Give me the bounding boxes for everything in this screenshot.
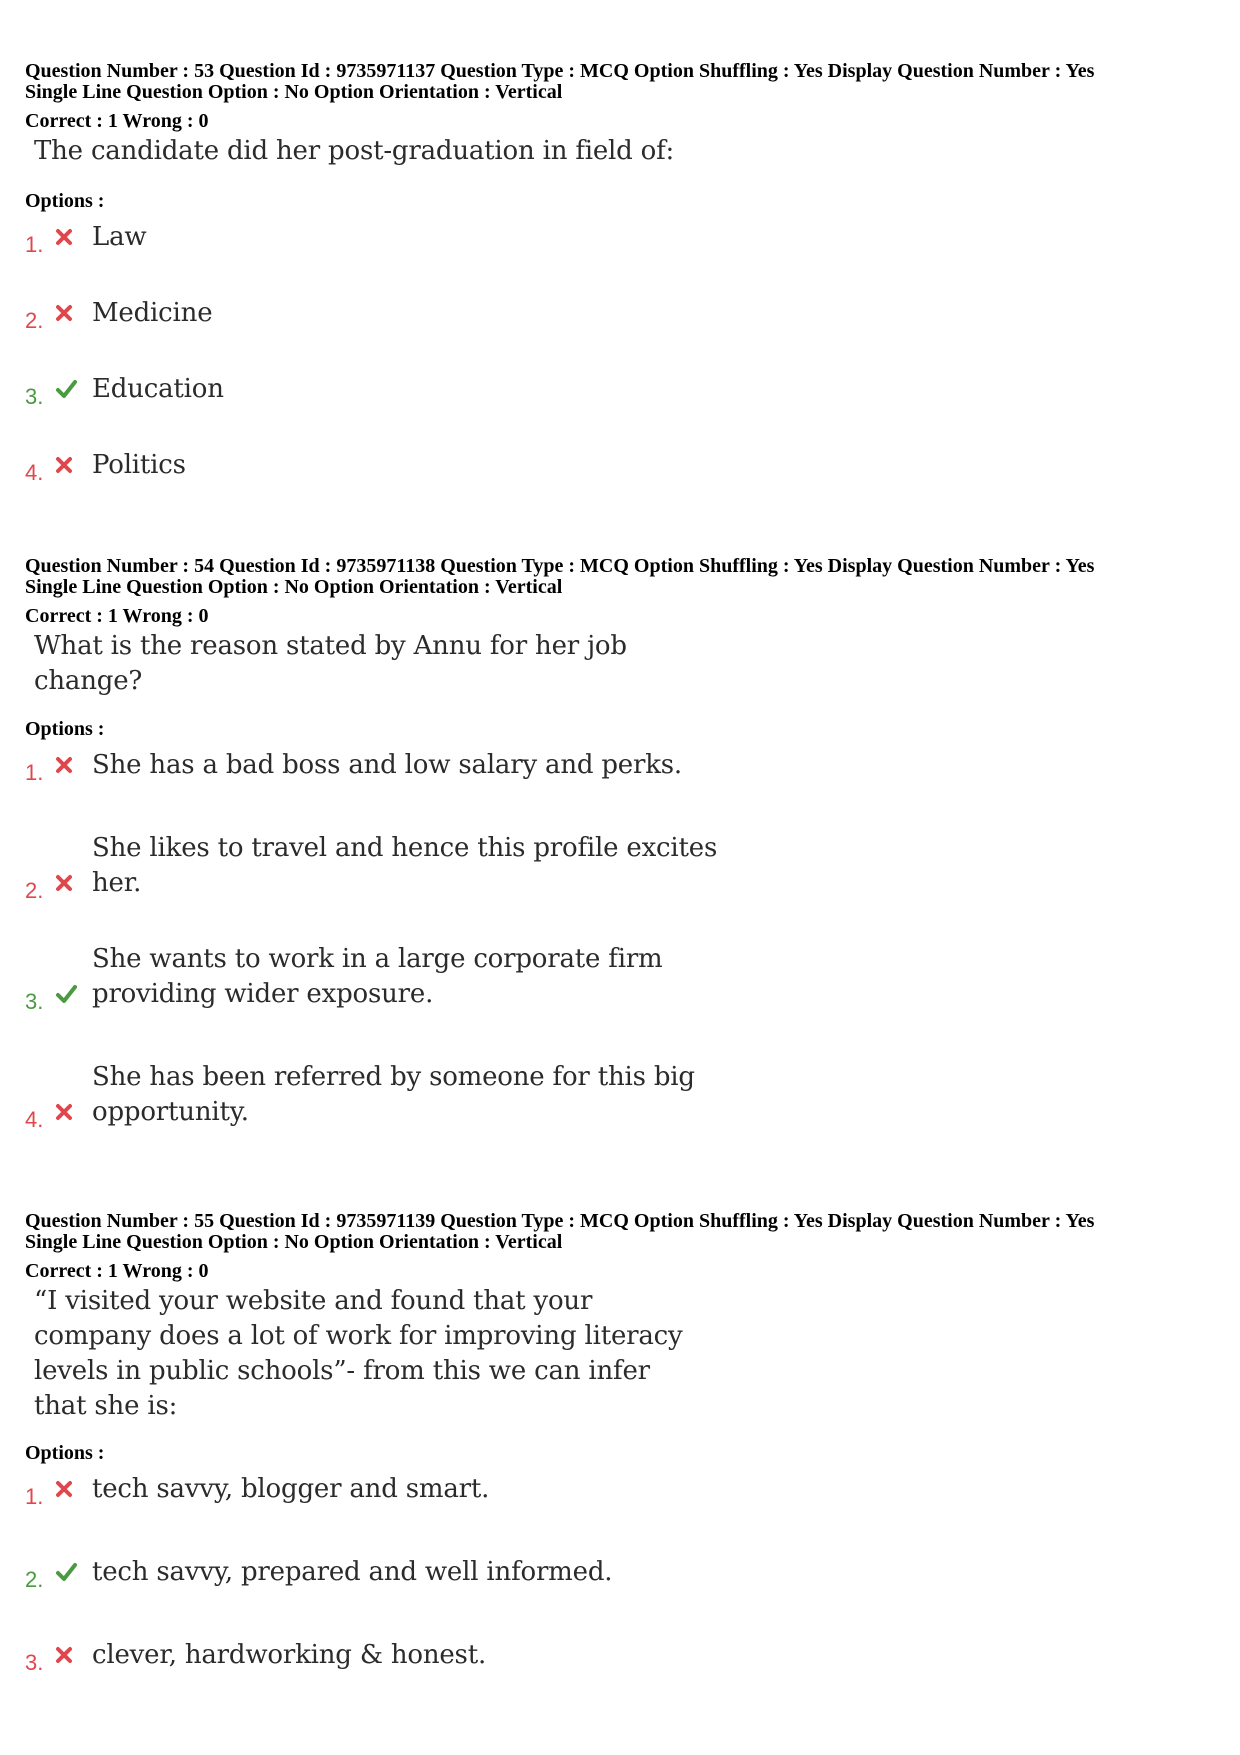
option-text-line: tech savvy, prepared and well informed. — [92, 1557, 613, 1587]
option-number: 2. — [25, 878, 44, 903]
check-icon — [53, 1561, 79, 1583]
option-text-line: Medicine — [92, 298, 213, 328]
question-marks: Correct : 1 Wrong : 0 — [25, 605, 209, 627]
question-text-line: “I visited your website and found that your — [34, 1286, 593, 1316]
check-icon — [53, 983, 79, 1005]
option-text — [92, 220, 146, 255]
option-number: 3. — [25, 989, 44, 1014]
option-number: 4. — [25, 460, 44, 485]
option-text-line: clever, hardworking & honest. — [92, 1640, 487, 1670]
option-text-line: Education — [92, 374, 224, 404]
option-text-line: She has a bad boss and low salary and perks. — [92, 750, 682, 780]
option-3[interactable] — [25, 372, 825, 422]
question-text-line: The candidate did her post-graduation in field of: — [34, 136, 675, 166]
question-meta-line2: Single Line Question Option : No Option Orientation : Vertical — [25, 81, 563, 103]
option-2[interactable] — [25, 296, 825, 346]
option-number: 1. — [25, 232, 44, 257]
option-text-line: tech savvy, blogger and smart. — [92, 1474, 490, 1504]
option-4[interactable] — [25, 448, 825, 498]
question-text-line: that she is: — [34, 1391, 178, 1421]
option-text-line: She wants to work in a large corporate firm — [92, 944, 663, 974]
option-number: 3. — [25, 384, 44, 409]
check-icon — [53, 378, 79, 400]
option-2[interactable] — [25, 831, 825, 911]
option-number: 2. — [25, 308, 44, 333]
option-1[interactable] — [25, 1472, 825, 1522]
option-text — [92, 831, 717, 901]
question-text-line: change? — [34, 666, 143, 696]
question-55 — [25, 1210, 1215, 1690]
option-text — [92, 1638, 486, 1673]
question-text-line: What is the reason stated by Annu for her job — [34, 631, 627, 661]
option-text — [92, 1060, 695, 1130]
option-number: 2. — [25, 1567, 44, 1592]
options-label: Options : — [25, 1442, 105, 1464]
option-3[interactable] — [25, 942, 825, 1022]
options-label: Options : — [25, 718, 105, 740]
option-text — [92, 372, 224, 407]
option-text — [92, 1555, 612, 1590]
question-text — [34, 134, 674, 169]
cross-icon — [53, 1101, 75, 1123]
option-text-line: opportunity. — [92, 1097, 249, 1127]
cross-icon — [53, 1478, 75, 1500]
question-text — [34, 629, 627, 699]
option-number: 3. — [25, 1650, 44, 1675]
options-label: Options : — [25, 190, 105, 212]
option-text — [92, 942, 663, 1012]
option-number: 1. — [25, 1484, 44, 1509]
question-text-line: levels in public schools”- from this we can infer — [34, 1356, 650, 1386]
cross-icon — [53, 302, 75, 324]
question-54 — [25, 555, 1215, 1155]
cross-icon — [53, 454, 75, 476]
option-text — [92, 1472, 489, 1507]
option-text — [92, 448, 186, 483]
option-text — [92, 296, 212, 331]
cross-icon — [53, 872, 75, 894]
question-meta-line2: Single Line Question Option : No Option Orientation : Vertical — [25, 576, 563, 598]
question-meta-line1: Question Number : 54 Question Id : 9735971138 Question Type : MCQ Option Shuffling : Yes Display Question Number : Yes — [25, 555, 1095, 577]
option-number: 4. — [25, 1107, 44, 1132]
cross-icon — [53, 754, 75, 776]
cross-icon — [53, 1644, 75, 1666]
option-text-line: She likes to travel and hence this profile excites — [92, 833, 718, 863]
option-2[interactable] — [25, 1555, 825, 1605]
option-text — [92, 748, 682, 783]
question-text — [34, 1284, 683, 1424]
option-3[interactable] — [25, 1638, 825, 1688]
option-text-line: Law — [92, 222, 147, 252]
option-text-line: She has been referred by someone for this big — [92, 1062, 695, 1092]
cross-icon — [53, 226, 75, 248]
option-1[interactable] — [25, 748, 825, 798]
question-53 — [25, 60, 1215, 500]
question-meta-line1: Question Number : 55 Question Id : 9735971139 Question Type : MCQ Option Shuffling : Yes Display Question Number : Yes — [25, 1210, 1095, 1232]
question-meta-line1: Question Number : 53 Question Id : 9735971137 Question Type : MCQ Option Shuffling : Yes Display Question Number : Yes — [25, 60, 1095, 82]
question-text-line: company does a lot of work for improving literacy — [34, 1321, 683, 1351]
option-1[interactable] — [25, 220, 825, 270]
question-marks: Correct : 1 Wrong : 0 — [25, 1260, 209, 1282]
option-text-line: Politics — [92, 450, 186, 480]
option-text-line: providing wider exposure. — [92, 979, 434, 1009]
question-marks: Correct : 1 Wrong : 0 — [25, 110, 209, 132]
question-meta-line2: Single Line Question Option : No Option Orientation : Vertical — [25, 1231, 563, 1253]
option-4[interactable] — [25, 1060, 825, 1140]
option-text-line: her. — [92, 868, 142, 898]
option-number: 1. — [25, 760, 44, 785]
